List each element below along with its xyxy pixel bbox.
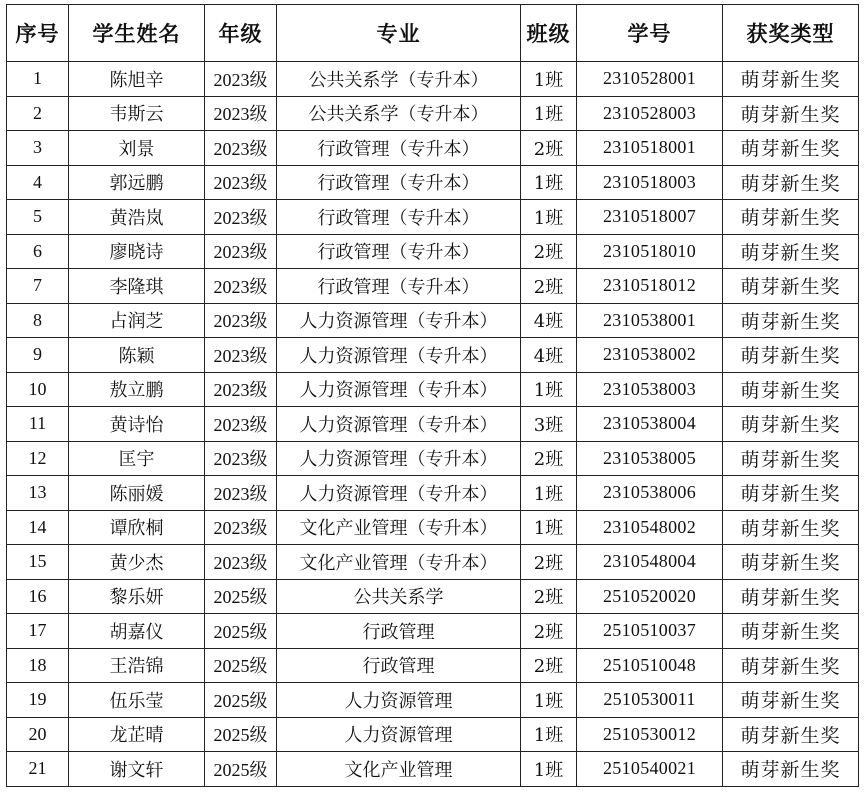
cell-index: 12 — [7, 441, 69, 476]
cell-student-id: 2310518001 — [577, 131, 723, 166]
cell-index: 8 — [7, 303, 69, 338]
cell-grade: 2025级 — [205, 752, 277, 787]
table-row — [7, 96, 859, 131]
cell-class: 1班 — [521, 476, 577, 511]
cell-major: 行政管理（专升本） — [277, 165, 521, 200]
cell-index: 21 — [7, 752, 69, 787]
cell-student-id: 2510530011 — [577, 683, 723, 718]
table-row — [7, 234, 859, 269]
cell-class: 2班 — [521, 545, 577, 580]
cell-student-id: 2310518012 — [577, 269, 723, 304]
cell-major: 人力资源管理（专升本） — [277, 372, 521, 407]
table-row — [7, 131, 859, 166]
cell-award-type: 萌芽新生奖 — [723, 648, 859, 683]
header-name: 学生姓名 — [69, 5, 205, 62]
cell-major: 公共关系学（专升本） — [277, 96, 521, 131]
cell-major: 人力资源管理 — [277, 717, 521, 752]
cell-student-id: 2310538001 — [577, 303, 723, 338]
header-grade: 年级 — [205, 5, 277, 62]
cell-index: 9 — [7, 338, 69, 373]
cell-student-name: 韦斯云 — [69, 96, 205, 131]
cell-major: 行政管理（专升本） — [277, 269, 521, 304]
cell-award-type: 萌芽新生奖 — [723, 579, 859, 614]
cell-award-type: 萌芽新生奖 — [723, 476, 859, 511]
cell-grade: 2023级 — [205, 131, 277, 166]
cell-major: 人力资源管理（专升本） — [277, 407, 521, 442]
cell-grade: 2023级 — [205, 269, 277, 304]
award-list-sheet — [6, 4, 858, 787]
cell-grade: 2023级 — [205, 545, 277, 580]
award-table — [6, 4, 859, 787]
cell-student-id: 2510510048 — [577, 648, 723, 683]
cell-award-type: 萌芽新生奖 — [723, 717, 859, 752]
cell-class: 2班 — [521, 441, 577, 476]
cell-student-name: 占润芝 — [69, 303, 205, 338]
cell-award-type: 萌芽新生奖 — [723, 407, 859, 442]
cell-major: 文化产业管理（专升本） — [277, 510, 521, 545]
header-index: 序号 — [7, 5, 69, 62]
cell-major: 行政管理 — [277, 648, 521, 683]
cell-student-id: 2310538003 — [577, 372, 723, 407]
cell-grade: 2023级 — [205, 407, 277, 442]
table-row — [7, 717, 859, 752]
cell-index: 20 — [7, 717, 69, 752]
cell-award-type: 萌芽新生奖 — [723, 234, 859, 269]
table-row — [7, 200, 859, 235]
table-row — [7, 303, 859, 338]
cell-grade: 2023级 — [205, 476, 277, 511]
table-row — [7, 510, 859, 545]
cell-student-id: 2310538006 — [577, 476, 723, 511]
table-row — [7, 338, 859, 373]
cell-index: 18 — [7, 648, 69, 683]
cell-major: 人力资源管理（专升本） — [277, 476, 521, 511]
cell-award-type: 萌芽新生奖 — [723, 131, 859, 166]
cell-index: 10 — [7, 372, 69, 407]
cell-major: 行政管理 — [277, 614, 521, 649]
cell-class: 1班 — [521, 717, 577, 752]
cell-student-name: 胡嘉仪 — [69, 614, 205, 649]
cell-student-name: 王浩锦 — [69, 648, 205, 683]
cell-award-type: 萌芽新生奖 — [723, 303, 859, 338]
header-major: 专业 — [277, 5, 521, 62]
cell-index: 15 — [7, 545, 69, 580]
cell-student-id: 2310528003 — [577, 96, 723, 131]
cell-class: 2班 — [521, 648, 577, 683]
cell-student-name: 黄浩岚 — [69, 200, 205, 235]
cell-class: 1班 — [521, 200, 577, 235]
table-row — [7, 752, 859, 787]
table-row — [7, 579, 859, 614]
cell-student-name: 黄少杰 — [69, 545, 205, 580]
cell-award-type: 萌芽新生奖 — [723, 614, 859, 649]
cell-student-id: 2310548004 — [577, 545, 723, 580]
cell-class: 1班 — [521, 683, 577, 718]
cell-index: 4 — [7, 165, 69, 200]
cell-major: 行政管理（专升本） — [277, 234, 521, 269]
table-row — [7, 407, 859, 442]
cell-award-type: 萌芽新生奖 — [723, 165, 859, 200]
cell-index: 3 — [7, 131, 69, 166]
cell-student-name: 谢文轩 — [69, 752, 205, 787]
cell-major: 人力资源管理（专升本） — [277, 441, 521, 476]
cell-grade: 2023级 — [205, 165, 277, 200]
cell-class: 2班 — [521, 131, 577, 166]
cell-award-type: 萌芽新生奖 — [723, 338, 859, 373]
cell-student-name: 伍乐莹 — [69, 683, 205, 718]
cell-student-name: 黄诗怡 — [69, 407, 205, 442]
cell-student-id: 2310538005 — [577, 441, 723, 476]
cell-class: 4班 — [521, 338, 577, 373]
cell-student-id: 2310518007 — [577, 200, 723, 235]
cell-major: 文化产业管理（专升本） — [277, 545, 521, 580]
cell-index: 7 — [7, 269, 69, 304]
table-row — [7, 441, 859, 476]
cell-student-id: 2510540021 — [577, 752, 723, 787]
cell-student-id: 2310548002 — [577, 510, 723, 545]
table-row — [7, 62, 859, 97]
cell-student-name: 谭欣桐 — [69, 510, 205, 545]
cell-student-id: 2510530012 — [577, 717, 723, 752]
cell-class: 4班 — [521, 303, 577, 338]
header-student-id: 学号 — [577, 5, 723, 62]
table-row — [7, 614, 859, 649]
cell-major: 文化产业管理 — [277, 752, 521, 787]
cell-index: 2 — [7, 96, 69, 131]
cell-grade: 2023级 — [205, 338, 277, 373]
table-row — [7, 545, 859, 580]
cell-student-id: 2310538004 — [577, 407, 723, 442]
cell-class: 2班 — [521, 579, 577, 614]
cell-grade: 2023级 — [205, 62, 277, 97]
cell-index: 16 — [7, 579, 69, 614]
cell-award-type: 萌芽新生奖 — [723, 96, 859, 131]
cell-index: 1 — [7, 62, 69, 97]
table-row — [7, 372, 859, 407]
cell-grade: 2023级 — [205, 510, 277, 545]
cell-grade: 2025级 — [205, 614, 277, 649]
cell-grade: 2023级 — [205, 200, 277, 235]
cell-student-name: 陈旭辛 — [69, 62, 205, 97]
cell-student-id: 2310518003 — [577, 165, 723, 200]
header-class: 班级 — [521, 5, 577, 62]
cell-grade: 2025级 — [205, 683, 277, 718]
cell-award-type: 萌芽新生奖 — [723, 441, 859, 476]
cell-index: 11 — [7, 407, 69, 442]
cell-major: 行政管理（专升本） — [277, 200, 521, 235]
header-row — [7, 5, 859, 62]
cell-student-name: 敖立鹏 — [69, 372, 205, 407]
cell-student-id: 2310538002 — [577, 338, 723, 373]
cell-index: 5 — [7, 200, 69, 235]
cell-award-type: 萌芽新生奖 — [723, 752, 859, 787]
cell-student-name: 李隆琪 — [69, 269, 205, 304]
cell-grade: 2025级 — [205, 579, 277, 614]
cell-award-type: 萌芽新生奖 — [723, 372, 859, 407]
cell-student-name: 龙芷晴 — [69, 717, 205, 752]
cell-student-id: 2310528001 — [577, 62, 723, 97]
cell-grade: 2023级 — [205, 441, 277, 476]
cell-student-id: 2310518010 — [577, 234, 723, 269]
cell-major: 公共关系学 — [277, 579, 521, 614]
cell-index: 6 — [7, 234, 69, 269]
cell-index: 13 — [7, 476, 69, 511]
cell-student-id: 2510510037 — [577, 614, 723, 649]
table-row — [7, 269, 859, 304]
cell-major: 公共关系学（专升本） — [277, 62, 521, 97]
cell-class: 1班 — [521, 62, 577, 97]
cell-award-type: 萌芽新生奖 — [723, 200, 859, 235]
cell-index: 17 — [7, 614, 69, 649]
cell-student-name: 匡宇 — [69, 441, 205, 476]
cell-class: 1班 — [521, 752, 577, 787]
cell-award-type: 萌芽新生奖 — [723, 683, 859, 718]
cell-class: 2班 — [521, 269, 577, 304]
table-row — [7, 165, 859, 200]
cell-student-name: 郭远鹏 — [69, 165, 205, 200]
cell-grade: 2023级 — [205, 372, 277, 407]
cell-class: 1班 — [521, 165, 577, 200]
table-header — [7, 5, 859, 62]
cell-major: 人力资源管理 — [277, 683, 521, 718]
cell-student-name: 陈丽媛 — [69, 476, 205, 511]
cell-class: 1班 — [521, 96, 577, 131]
cell-student-id: 2510520020 — [577, 579, 723, 614]
cell-class: 2班 — [521, 614, 577, 649]
cell-student-name: 陈颖 — [69, 338, 205, 373]
cell-major: 人力资源管理（专升本） — [277, 338, 521, 373]
table-body — [7, 62, 859, 787]
cell-class: 1班 — [521, 510, 577, 545]
table-row — [7, 476, 859, 511]
cell-grade: 2023级 — [205, 96, 277, 131]
cell-award-type: 萌芽新生奖 — [723, 545, 859, 580]
table-row — [7, 683, 859, 718]
cell-major: 人力资源管理（专升本） — [277, 303, 521, 338]
cell-index: 19 — [7, 683, 69, 718]
cell-grade: 2023级 — [205, 234, 277, 269]
cell-index: 14 — [7, 510, 69, 545]
cell-class: 3班 — [521, 407, 577, 442]
cell-class: 2班 — [521, 234, 577, 269]
cell-class: 1班 — [521, 372, 577, 407]
header-award: 获奖类型 — [723, 5, 859, 62]
cell-student-name: 廖晓诗 — [69, 234, 205, 269]
cell-award-type: 萌芽新生奖 — [723, 269, 859, 304]
cell-student-name: 刘景 — [69, 131, 205, 166]
cell-major: 行政管理（专升本） — [277, 131, 521, 166]
cell-grade: 2025级 — [205, 717, 277, 752]
cell-grade: 2023级 — [205, 303, 277, 338]
table-row — [7, 648, 859, 683]
cell-student-name: 黎乐妍 — [69, 579, 205, 614]
cell-grade: 2025级 — [205, 648, 277, 683]
cell-award-type: 萌芽新生奖 — [723, 62, 859, 97]
cell-award-type: 萌芽新生奖 — [723, 510, 859, 545]
